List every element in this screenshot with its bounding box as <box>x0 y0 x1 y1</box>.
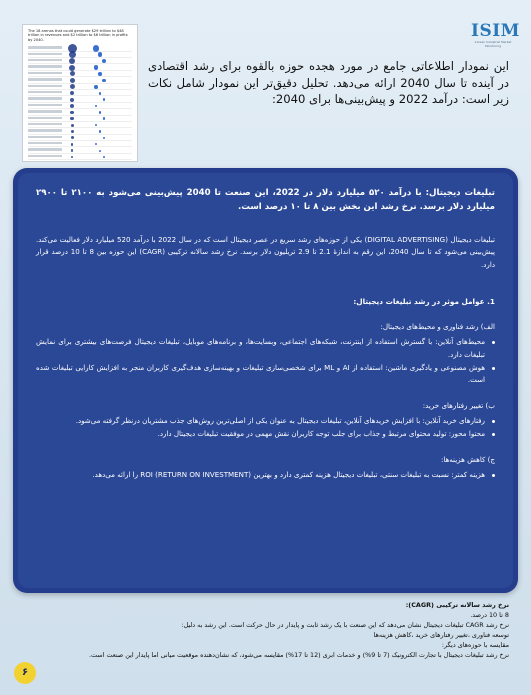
thumbnail-row-label <box>28 123 62 125</box>
thumbnail-row-label <box>28 65 62 67</box>
thumbnail-bubble <box>94 65 98 69</box>
thumbnail-row-label <box>28 53 62 55</box>
thumbnail-bubble <box>70 71 75 76</box>
thumbnail-row-label <box>28 72 62 74</box>
section-title: 1. عوامل موثر در رشد تبلیغات دیجیتال: <box>353 297 495 307</box>
thumbnail-bubble <box>71 136 74 139</box>
notes-line: مقایسه با حوزه‌های دیگر: <box>441 640 509 649</box>
logo-tagline: Iranian Industrial Market Monitoring <box>474 40 512 48</box>
group-title: الف) رشد فناوری و محیط‌های دیجیتال: <box>380 322 495 332</box>
thumbnail-bubble <box>103 137 105 139</box>
thumbnail-bubble <box>70 117 74 121</box>
box-headline: تبلیغات دیجیتال: با درآمد ۵۲۰ میلیارد دلار در 2022، این صنعت تا 2040 پیش‌بینی می‌شود به ۲۱۰۰ تا ۲۹۰۰ میلیارد دلار برسد. نرخ رشد این بخش بین ۸ تا ۱۰ درصد است. <box>36 188 495 212</box>
thumbnail-bubble <box>70 104 74 108</box>
thumbnail-bubble <box>99 92 102 95</box>
thumbnail-row-label <box>28 85 62 87</box>
thumbnail-bubble <box>70 84 75 89</box>
thumbnail-row-label <box>28 110 62 112</box>
notes-line: نرخ رشد CAGR تبلیغات دیجیتال نشان می‌دهد که این صنعت با یک رشد ثابت و پایدار در حال حرکت است. این رشد به دلیل: <box>181 620 509 629</box>
thumbnail-bubble <box>99 150 101 152</box>
notes-title: نرخ رشد سالانه ترکیبی (CAGR): <box>405 601 509 609</box>
thumbnail-row-label <box>28 91 62 93</box>
thumbnail-row-label <box>28 78 62 80</box>
thumbnail-bubble <box>70 98 74 102</box>
logo-mark: ISIM <box>471 21 520 41</box>
notes-line: 8 تا 10 درصد. <box>470 610 509 619</box>
thumbnail-bubble <box>98 52 103 57</box>
thumbnail-bubble <box>99 130 101 132</box>
list-item: رفتارهای خرید آنلاین: با افزایش خریدهای آنلاین، تبلیغات دیجیتال به عنوان یکی از اصلی‌ترین روش‌های جذب مشتریان درنظر گرفته می‌شود. <box>36 415 485 427</box>
thumbnail-bubble <box>93 45 99 51</box>
thumbnail-row-label <box>28 136 62 138</box>
box-paragraph: تبلیغات دیجیتال (DIGITAL ADVERTISING) یکی از حوزه‌های رشد سریع در عصر دیجیتال است که در سال 2022 با درآمد 520 میلیارد دلار فعالیت می‌کند. پیش‌بینی می‌شود که تا سال 2040، این رقم به اندازهٔ 2.1 تا 2.9 تریلیون دلار برسد. نرخ رشد سالانه ترکیبی (CAGR) این حوزه بین 8 تا 10 درصد قرار دارد. <box>36 235 496 269</box>
thumbnail-bubble <box>98 72 102 76</box>
bullet-list <box>36 336 495 387</box>
thumbnail-row-label <box>28 104 62 106</box>
thumbnail-bubble <box>95 124 97 126</box>
bullet-list <box>36 415 495 441</box>
thumbnail-bubble <box>99 111 101 113</box>
thumbnail-bubble <box>102 79 106 83</box>
thumbnail-row-label <box>28 117 62 119</box>
thumbnail-row <box>28 154 132 160</box>
thumbnail-bubble <box>95 143 97 145</box>
list-item: هوش مصنوعی و یادگیری ماشین: استفاده از AI و ML برای شخصی‌سازی تبلیغات و بهینه‌سازی هدف‌گیری کاربران منجر به افزایش کارایی تبلیغات شده است. <box>36 362 485 387</box>
bullet-list <box>36 469 495 481</box>
notes-line: توسعه فناوری ،تغییر رفتارهای خرید ،کاهش هزینه‌ها <box>373 630 509 639</box>
thumbnail-row-label <box>28 155 62 157</box>
isim-logo <box>471 21 520 58</box>
intro-paragraph: این نمودار اطلاعاتی جامع در مورد هجده حوزه بالقوه برای رشد اقتصادی در آینده تا سال 2040 ارائه می‌دهد. تحلیل دقیق‌تر این نمودار شامل نکات زیر است: درآمد 2022 و پیش‌بینی‌ها برای 2040: <box>148 59 510 106</box>
thumbnail-bubble <box>95 105 98 108</box>
thumbnail-title: The 18 arenas that could generate $29 trillion to $48 trillion in revenues and $2 trillion to $6 trillion in profits by 2040. <box>28 29 128 42</box>
notes-line: نرخ رشد تبلیغات دیجیتال با تجارت الکترونیک (7 تا 9%) و خدمات ابری (12 تا 17%) مقایسه می‌شود، که نشان‌دهنده موقعیت میانی اما پایدار این صنعت است. <box>89 650 509 659</box>
chart-thumbnail <box>22 24 138 162</box>
thumbnail-rows <box>28 45 132 160</box>
thumbnail-bubble <box>71 130 74 133</box>
thumbnail-bubble <box>71 149 74 152</box>
thumbnail-bubble <box>103 117 105 119</box>
thumbnail-row-label <box>28 142 62 144</box>
group-title: ج) کاهش هزینه‌ها: <box>440 454 495 464</box>
list-item: محیط‌های آنلاین: با گسترش استفاده از اینترنت، شبکه‌های اجتماعی، وبسایت‌ها، و برنامه‌های موبایل، تبلیغات دیجیتال فرصت‌های بیشتری برای نمایش تبلیغات دارد. <box>36 336 485 361</box>
page-number-badge: ۶ <box>14 662 36 684</box>
thumbnail-row-label <box>28 97 62 99</box>
thumbnail-bubble <box>94 85 98 89</box>
thumbnail-row-label <box>28 148 62 150</box>
thumbnail-bubble <box>103 98 106 101</box>
cagr-notes <box>56 601 509 660</box>
thumbnail-row-label <box>28 129 62 131</box>
thumbnail-bubble <box>69 65 75 71</box>
thumbnail-bubble <box>69 58 75 64</box>
thumbnail-bubble <box>103 156 105 158</box>
thumbnail-bubble <box>70 91 74 95</box>
digital-advertising-box <box>13 168 518 593</box>
list-item: هزینه کمتر: نسبت به تبلیغات سنتی، تبلیغات دیجیتال هزینه کمتری دارد و بهترین ROI (RETURN ON INVESTMENT) را ارائه می‌دهد. <box>36 469 485 481</box>
thumbnail-bubble <box>70 78 75 83</box>
thumbnail-bubble <box>102 59 106 63</box>
thumbnail-bubble <box>70 111 74 115</box>
thumbnail-bubble <box>71 156 74 159</box>
list-item: محتوا محور: تولید محتوای مرتبط و جذاب برای جلب توجه کاربران نقش مهمی در موفقیت تبلیغات دیجیتال دارد. <box>36 428 485 440</box>
thumbnail-row-label <box>28 59 62 61</box>
thumbnail-row-label <box>28 46 62 48</box>
thumbnail-bubble <box>71 124 74 127</box>
group-title: ب) تغییر رفتارهای خرید: <box>422 400 495 410</box>
box-inner <box>18 173 513 588</box>
thumbnail-bubble <box>71 143 74 146</box>
